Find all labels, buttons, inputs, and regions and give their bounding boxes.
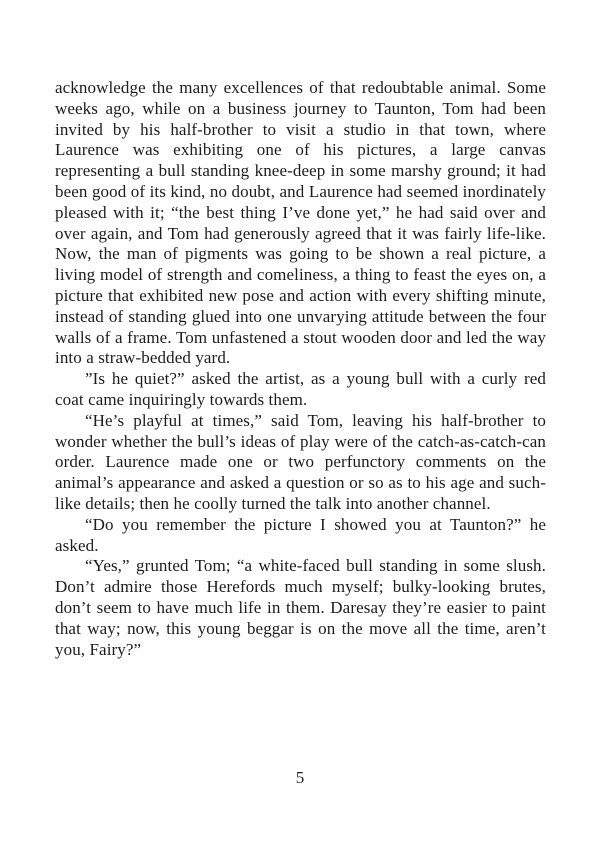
- paragraph: acknowledge the many excellences of that redoubtable animal. Some weeks ago, while on a business journey to Taunton, Tom had been invited by his half-brother to visit a studio in that town, where Laurence was exhibiting one of his pictures, a large canvas representing a bull standing knee-deep in some marshy ground; it had been good of its kind, no doubt, and Laurence had seemed inordinately pleased with it; “the best thing I’ve done yet,” he had said over and over again, and Tom had generously agreed that it was fairly life-like. Now, the man of pigments was going to be shown a real picture, a living model of strength and comeliness, a thing to feast the eyes on, a picture that exhibited new pose and action with every shifting minute, instead of standing glued into one unvarying attitude between the four walls of a frame. Tom unfastened a stout wooden door and led the way into a straw-bedded yard.: [55, 78, 546, 368]
- page-text-block: [55, 78, 546, 660]
- paragraph: “Yes,” grunted Tom; “a white-faced bull standing in some slush. Don’t admire those Herefords much myself; bulky-looking brutes, don’t seem to have much life in them. Daresay they’re easier to paint that way; now, this young beggar is on the move all the time, aren’t you, Fairy?”: [55, 556, 546, 659]
- paragraph: ”Is he quiet?” asked the artist, as a young bull with a curly red coat came inquiringly towards them.: [55, 369, 546, 409]
- page-number: 5: [295, 768, 305, 787]
- paragraph: “Do you remember the picture I showed you at Taunton?” he asked.: [55, 514, 546, 555]
- paragraph: “He’s playful at times,” said Tom, leaving his half-brother to wonder whether the bull’s ideas of play were of the catch-as-catch-can order. Laurence made one or two perfunctory comments on the animal’s appearance and asked a question or so as to his age and such-like details; then he coolly turned the talk into another channel.: [55, 410, 546, 513]
